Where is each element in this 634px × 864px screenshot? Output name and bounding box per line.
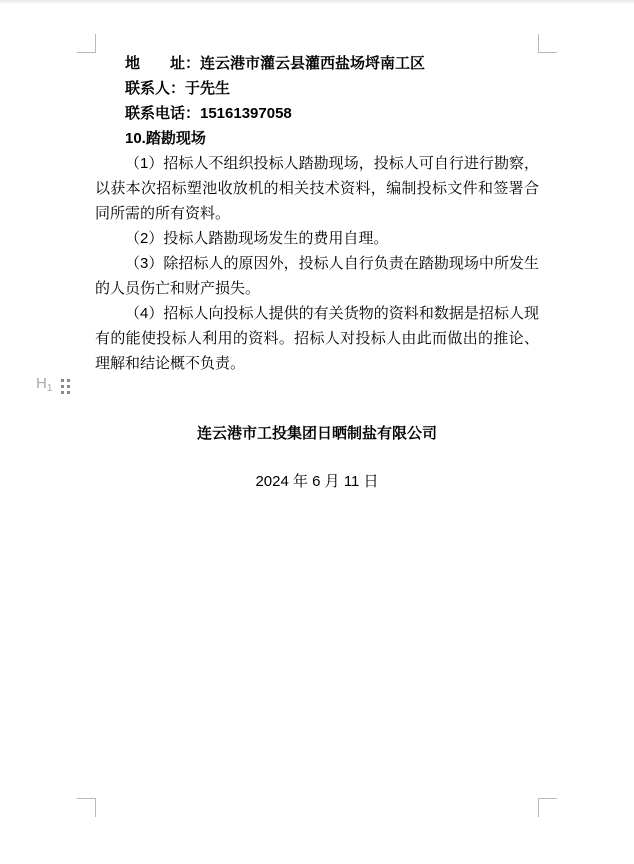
drag-handle-icon[interactable] xyxy=(61,379,70,394)
signature-company[interactable]: 连云港市工投集团日晒制盐有限公司 xyxy=(196,425,437,442)
contact-person-line[interactable]: 联系人：于先生 xyxy=(125,80,231,97)
document-body[interactable] xyxy=(95,51,539,376)
section-heading[interactable]: 10.踏勘现场 xyxy=(125,130,206,147)
heading-level-number: 1 xyxy=(46,382,53,394)
paragraph-gutter-controls[interactable] xyxy=(36,376,70,396)
paragraph-site-visit-3[interactable]: （3）除招标人的原因外，投标人自行负责在踏勘现场中所发生的人员伤亡和财产损失。 xyxy=(95,255,539,297)
paragraph-site-visit-1[interactable]: （1）招标人不组织投标人踏勘现场，投标人可自行进行勘察，以获本次招标塑池收放机的相关技术资料，编制投标文件和签署合同所需的所有资料。 xyxy=(95,155,539,222)
crop-mark-top-right xyxy=(538,34,557,53)
address-line[interactable]: 地 址：连云港市灌云县灌西盐场埒南工区 xyxy=(125,55,426,72)
crop-mark-bottom-left xyxy=(77,798,96,817)
paragraph-site-visit-4[interactable]: （4）招标人向投标人提供的有关货物的资料和数据是招标人现有的能使投标人利用的资料。招标人对投标人由此而做出的推论、理解和结论概不负责。 xyxy=(95,305,539,372)
signature-date[interactable]: 2024 年 6 月 11 日 xyxy=(255,473,379,490)
crop-mark-bottom-right xyxy=(538,798,557,817)
heading-label: H xyxy=(36,374,47,392)
crop-mark-top-left xyxy=(77,34,96,53)
page-top-edge xyxy=(0,0,634,4)
contact-phone-line[interactable]: 联系电话：15161397058 xyxy=(125,105,292,122)
heading-level-icon[interactable] xyxy=(36,374,52,399)
paragraph-site-visit-2[interactable]: （2）投标人踏勘现场发生的费用自理。 xyxy=(125,230,389,247)
